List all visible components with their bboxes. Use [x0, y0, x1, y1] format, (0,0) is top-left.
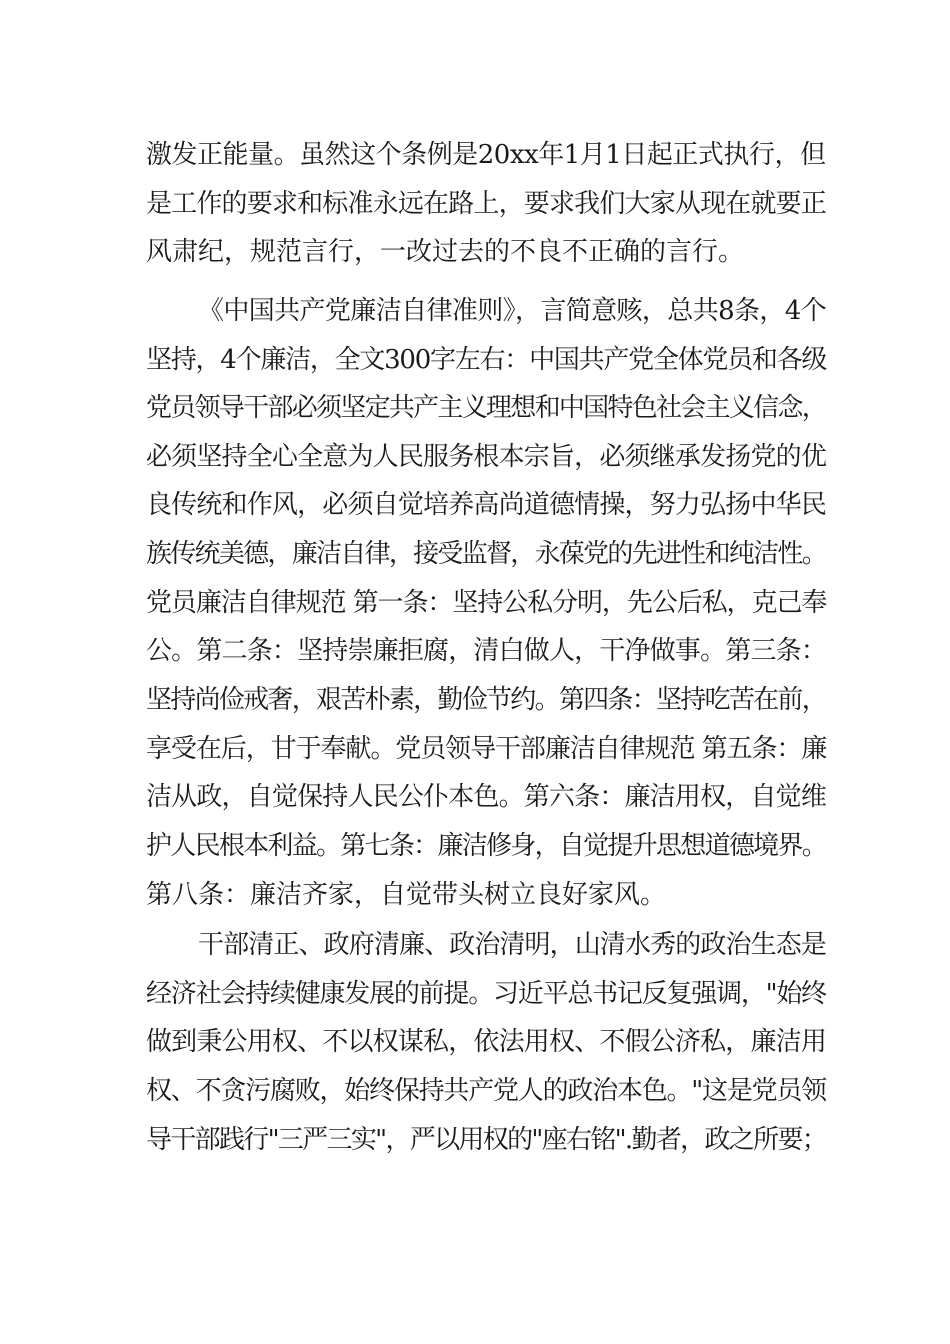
- text-line: 激发正能量。虽然这个条例是20xx年1月1日起正式执行，但: [146, 140, 826, 170]
- text-line: 公。第二条：坚持崇廉拒腐，清白做人，干净做事。第三条：: [146, 636, 827, 666]
- text-line: 坚持尚俭戒奢，艰苦朴素，勤俭节约。第四条：坚持吃苦在前，: [146, 685, 827, 715]
- text-line: 经济社会持续健康发展的前提。习近平总书记反复强调，"始终: [146, 979, 826, 1009]
- text-line: 党员廉洁自律规范 第一条：坚持公私分明，先公后私，克己奉: [146, 588, 827, 618]
- text-line: 是工作的要求和标准永远在路上，要求我们大家从现在就要正: [146, 189, 827, 219]
- text-line: 权、不贪污腐败，始终保持共产党人的政治本色。"这是党员领: [146, 1076, 826, 1106]
- text-line: 洁从政，自觉保持人民公仆本色。第六条：廉洁用权，自觉维: [146, 782, 827, 812]
- text-line: 族传统美德，廉洁自律，接受监督，永葆党的先进性和纯洁性。: [146, 539, 827, 569]
- text-line: 必须坚持全心全意为人民服务根本宗旨，必须继承发扬党的优: [146, 442, 827, 472]
- text-line: 做到秉公用权、不以权谋私，依法用权、不假公济私，廉洁用: [146, 1027, 827, 1057]
- text-line: 护人民根本利益。第七条：廉洁修身，自觉提升思想道德境界。: [146, 831, 827, 861]
- text-line: 享受在后，甘于奉献。党员领导干部廉洁自律规范 第五条：廉: [146, 734, 827, 764]
- text-line: 导干部践行"三严三实"，严以用权的"座右铭".勤者，政之所要；: [146, 1125, 827, 1155]
- text-line: 党员领导干部必须坚定共产主义理想和中国特色社会主义信念，: [146, 393, 827, 423]
- text-line: 良传统和作风，必须自觉培养高尚道德情操，努力弘扬中华民: [146, 490, 827, 520]
- paragraph-first-line: 干部清正、政府清廉、政治清明，山清水秀的政治生态是: [198, 930, 827, 960]
- text-line: 第八条：廉洁齐家，自觉带头树立良好家风。: [146, 880, 667, 910]
- text-line: 风肃纪，规范言行，一改过去的不良不正确的言行。: [146, 237, 745, 267]
- text-line: 坚持，4个廉洁，全文300字左右：中国共产党全体党员和各级: [146, 345, 827, 375]
- paragraph-first-line: 《中国共产党廉洁自律准则》，言简意赅，总共8条，4个: [198, 296, 827, 326]
